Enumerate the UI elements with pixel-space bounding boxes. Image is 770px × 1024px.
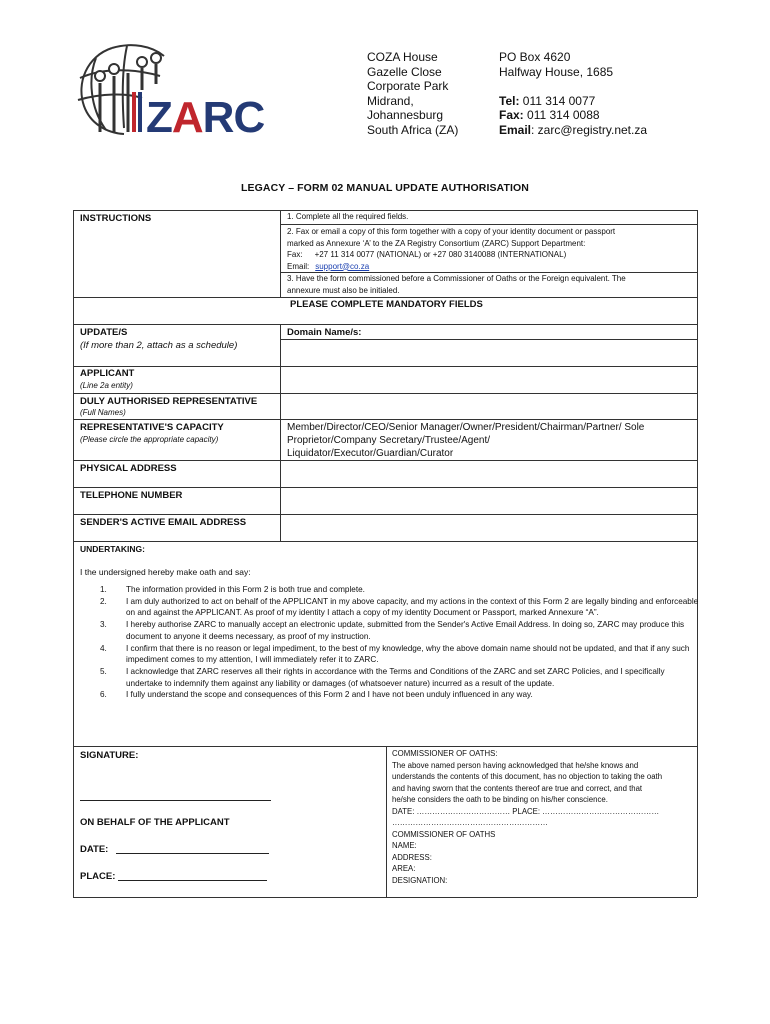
commissioner-text: The above named person having acknowledged that he/she knows and	[392, 760, 639, 770]
update-label: UPDATE/S	[80, 327, 128, 338]
mandatory-header: PLEASE COMPLETE MANDATORY FIELDS	[290, 299, 483, 310]
commissioner-heading: COMMISSIONER OF OATHS:	[392, 749, 498, 758]
fax-value: 011 314 0088	[523, 108, 600, 123]
po-box: PO Box 4620	[499, 50, 571, 64]
commissioner-area: AREA:	[392, 864, 416, 873]
instruction-3-line-2: annexure must also be initialed.	[287, 285, 400, 295]
representative-label: DULY AUTHORISED REPRESENTATIVE	[80, 396, 258, 407]
tel-value: 011 314 0077	[519, 93, 596, 108]
fax-line	[499, 108, 647, 123]
address-line: Corporate Park	[367, 79, 449, 94]
undertaking-item: 4. I confirm that there is no reason or legal impediment, to the best of my knowledge, why the above domain name should not be updated, and that if any such impediment comes to my attention, I will immediately refer it to ZARC.	[100, 643, 690, 665]
undertaking-list	[100, 584, 700, 701]
domain-name-field-1[interactable]	[281, 325, 696, 339]
commissioner-name: NAME:	[392, 841, 417, 850]
applicant-label: APPLICANT	[80, 368, 135, 379]
instructions-label: INSTRUCTIONS	[80, 213, 152, 224]
address-line: Johannesburg	[367, 108, 444, 123]
commissioner-address: ADDRESS:	[392, 852, 432, 862]
date-line[interactable]	[116, 853, 269, 854]
instruction-1: 1. Complete all the required fields.	[287, 212, 409, 221]
email-line	[499, 123, 647, 138]
logo-wordmark: ZARC	[146, 93, 265, 138]
capacity-option-line-1[interactable]: Member/Director/CEO/Senior Manager/Owner/President/Chairman/Partner/ Sole	[287, 422, 645, 433]
sender-email-field[interactable]	[281, 515, 696, 541]
date-label: DATE:	[80, 844, 109, 855]
representative-field[interactable]	[281, 394, 696, 419]
capacity-option-line-2[interactable]: Proprietor/Company Secretary/Trustee/Agent/	[287, 435, 491, 446]
postal-town: Halfway House, 1685	[499, 64, 614, 79]
commissioner-designation: DESIGNATION:	[392, 875, 448, 885]
address-right	[499, 50, 647, 138]
commissioner-date-place[interactable]: DATE: ……………………………… PLACE: ………………………………………	[392, 806, 660, 816]
address-line: Gazelle Close	[367, 64, 442, 79]
on-behalf-label: ON BEHALF OF THE APPLICANT	[80, 817, 230, 828]
address-line: Midrand,	[367, 93, 414, 108]
update-hint: (If more than 2, attach as a schedule)	[80, 340, 238, 351]
domain-label: Domain Name/s:	[287, 327, 362, 338]
physical-address-label: PHYSICAL ADDRESS	[80, 463, 177, 474]
fax-label: Fax:	[499, 108, 524, 123]
undertaking-item: 6. I fully understand the scope and consequences of this Form 2 and I have not been unduly influenced in any way.	[100, 690, 533, 700]
address-line: COZA House	[367, 50, 438, 64]
capacity-option-line-3[interactable]: Liquidator/Executor/Guardian/Curator	[287, 448, 454, 459]
physical-address-field[interactable]	[281, 461, 696, 487]
support-email-link[interactable]: support@co.za	[315, 261, 370, 271]
place-line[interactable]	[118, 880, 267, 881]
undertaking-item: 2. I am duly authorized to act on behalf of the APPLICANT in my above capacity, and my actions in the context of this Form 2 are legally binding and enforceable on and against the APPLICANT. As proof of my identity I attach a copy of my identity Document or Passport, marked Annexure “A”.	[100, 596, 699, 618]
commissioner-text: and having sworn that the contents thereof are true and correct, and that	[392, 783, 643, 793]
email-label: Email:	[287, 261, 310, 271]
place-label: PLACE:	[80, 871, 116, 882]
instruction-2-line-1: 2. Fax or email a copy of this form together with a copy of your identity document or passport	[287, 227, 616, 236]
capacity-hint: (Please circle the appropriate capacity)	[80, 435, 219, 444]
email-value: : zarc@registry.net.za	[531, 122, 648, 137]
instruction-email	[287, 261, 369, 273]
signature-label: SIGNATURE:	[80, 750, 139, 761]
undertaking-item: 3. I hereby authorise ZARC to manually accept an electronic update, submitted from the Sender's Active Email Address. In doing so, ZARC may produce this document to anyone it deems necessary, as proof of my instruction.	[100, 620, 685, 641]
telephone-label: TELEPHONE NUMBER	[80, 490, 183, 501]
flag-bar-icon	[132, 92, 142, 132]
undertaking-item: 1. The information provided in this Form 2 is both true and complete.	[100, 585, 365, 594]
undertaking-intro: I the undersigned hereby make oath and say:	[80, 567, 251, 577]
applicant-hint: (Line 2a entity)	[80, 381, 133, 390]
commissioner-signature-dots[interactable]: ……………………………………………………	[392, 818, 548, 827]
fax-numbers: +27 11 314 0077 (NATIONAL) or +27 080 3140088 (INTERNATIONAL)	[314, 250, 567, 259]
instruction-2-line-2: marked as Annexure ‘A’ to the ZA Registry Consortium (ZARC) Support Department:	[287, 238, 586, 248]
telephone-field[interactable]	[281, 488, 696, 514]
fax-label: Fax:	[287, 250, 303, 259]
commissioner-text: he/she considers the oath to be binding on his/her conscience.	[392, 795, 608, 804]
address-line: South Africa (ZA)	[367, 122, 459, 137]
capacity-label: REPRESENTATIVE'S CAPACITY	[80, 422, 224, 433]
zarc-logo	[72, 38, 267, 138]
applicant-field[interactable]	[281, 367, 696, 393]
address-left	[367, 50, 458, 138]
form-title: LEGACY – FORM 02 MANUAL UPDATE AUTHORISATION	[241, 182, 529, 194]
domain-name-field-2[interactable]	[281, 340, 696, 366]
instruction-3-line-1: 3. Have the form commissioned before a Commissioner of Oaths or the Foreign equivalent. The	[287, 274, 626, 283]
commissioner-text: understands the contents of this document, has no objection to taking the oath	[392, 772, 663, 781]
undertaking-item: 5. I acknowledge that ZARC reserves all their rights in accordance with the Terms and Conditions of the ZARC and set ZARC Policies, and I specifically undertake to indemnify them against any liability or damages (of whatsoever nature) incurred as a result of the update.	[100, 666, 665, 688]
tel-line	[499, 94, 647, 109]
instruction-fax	[287, 249, 566, 261]
commissioner-heading-2: COMMISSIONER OF OATHS	[392, 829, 496, 839]
representative-hint: (Full Names)	[80, 408, 126, 417]
signature-line[interactable]	[80, 800, 271, 801]
email-label: Email	[499, 122, 532, 137]
sender-email-label: SENDER'S ACTIVE EMAIL ADDRESS	[80, 517, 247, 528]
commissioner-block	[392, 748, 702, 886]
tel-label: Tel:	[499, 93, 520, 108]
undertaking-label: UNDERTAKING:	[80, 544, 146, 554]
